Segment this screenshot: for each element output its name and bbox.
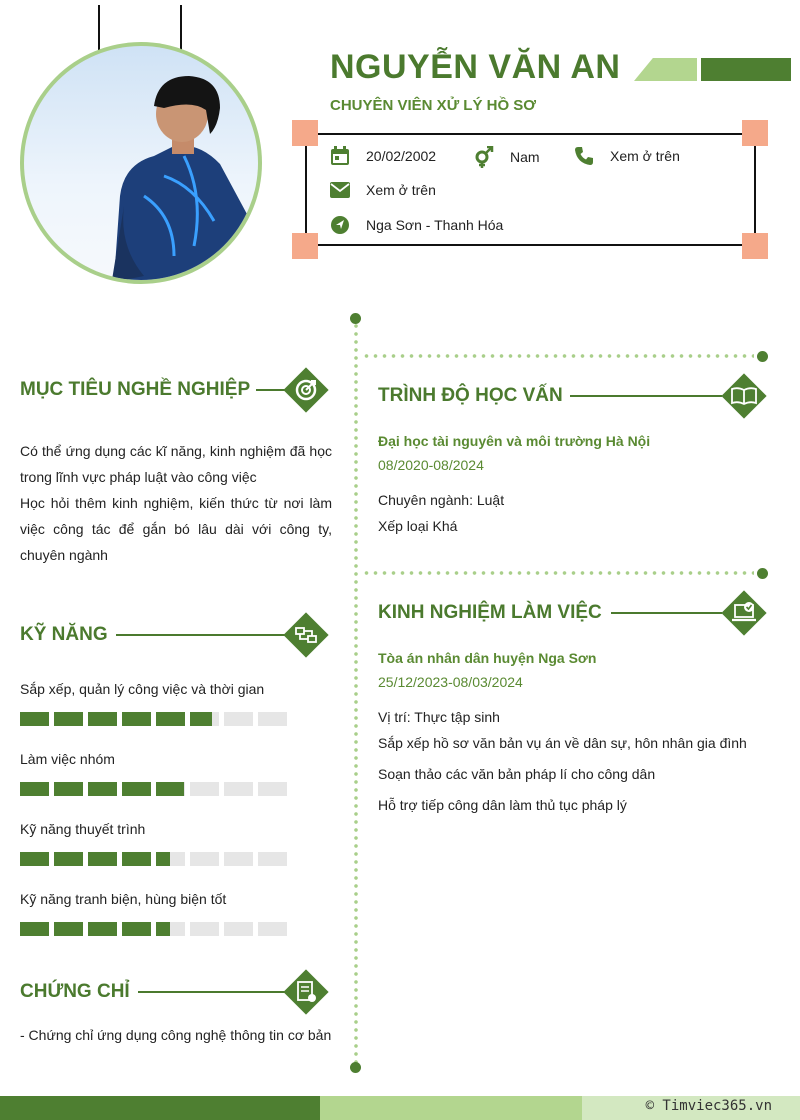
skill-segment (190, 782, 219, 796)
location-icon (330, 215, 350, 235)
phone-item (574, 146, 680, 166)
heading-rule (138, 991, 286, 993)
timeline-vertical (354, 322, 358, 1067)
email-value: Xem ở trên (366, 182, 436, 198)
experience-duty: Soạn thảo các văn bản pháp lí cho công dân (378, 766, 656, 782)
skill-segment (20, 852, 49, 866)
gender-value: Nam (510, 149, 540, 165)
skill-level-bar (20, 922, 287, 936)
objective-heading: MỤC TIÊU NGHỀ NGHIỆP (20, 379, 251, 400)
skill-segment (156, 712, 185, 726)
skill-segment (54, 852, 83, 866)
corner-decoration (742, 120, 768, 146)
experience-position: Vị trí: Thực tập sinh (378, 709, 500, 725)
skill-segment (54, 782, 83, 796)
skill-segment (224, 922, 253, 936)
corner-decoration (292, 120, 318, 146)
skill-segment (122, 712, 151, 726)
skill-segment (190, 852, 219, 866)
skill-segment (224, 782, 253, 796)
avatar (20, 42, 262, 284)
skill-segment (258, 852, 287, 866)
skill-segment (88, 852, 117, 866)
objective-text-1: Có thể ứng dụng các kĩ năng, kinh nghiệm đã học trong lĩnh vực pháp luật vào công việc (20, 443, 332, 485)
hanging-string-left (98, 5, 100, 50)
corner-decoration (742, 233, 768, 259)
address-value: Nga Sơn - Thanh Hóa (366, 217, 504, 233)
skill-segment (122, 852, 151, 866)
profile-photo (24, 46, 258, 280)
heading-rule (116, 634, 286, 636)
skill-level-bar (20, 782, 287, 796)
gender-item (474, 146, 540, 168)
certificate-item: - Chứng chỉ ứng dụng công nghệ thông tin cơ bản (20, 1027, 332, 1043)
skill-segment (88, 782, 117, 796)
skill-segment (54, 712, 83, 726)
header-accent-dark (701, 58, 791, 81)
timeline-horizontal (362, 354, 754, 358)
skill-segment (258, 782, 287, 796)
heading-rule (570, 395, 722, 397)
skill-segment (156, 922, 185, 936)
skill-label: Làm việc nhóm (20, 751, 115, 767)
skill-label: Kỹ năng tranh biện, hùng biện tốt (20, 891, 227, 907)
book-icon (720, 372, 768, 420)
objective-text-2: Học hỏi thêm kinh nghiệm, kiến thức từ nơi làm việc công tác để gắn bó lâu dài với công ty, chuyên ngành (20, 495, 332, 563)
email-icon (330, 182, 350, 198)
candidate-name: NGUYỄN VĂN AN (330, 48, 621, 86)
skill-segment (224, 712, 253, 726)
laptop-icon (720, 589, 768, 637)
skills-heading: KỸ NĂNG (20, 624, 108, 645)
skill-segment (156, 852, 185, 866)
skill-segment (258, 922, 287, 936)
address-item (330, 215, 503, 235)
email-item (330, 182, 436, 198)
skill-segment (122, 922, 151, 936)
experience-duty: Hỗ trợ tiếp công dân làm thủ tục pháp lý (378, 797, 627, 813)
job-title: CHUYÊN VIÊN XỬ LÝ HỒ SƠ (330, 97, 537, 114)
corner-decoration (292, 233, 318, 259)
company-name: Tòa án nhân dân huyện Nga Sơn (378, 650, 597, 666)
timeline-dot (757, 568, 768, 579)
skill-segment (258, 712, 287, 726)
timeline-dot (350, 1062, 361, 1073)
experience-duty: Sắp xếp hồ sơ văn bản vụ án về dân sự, hôn nhân gia đình (378, 735, 747, 751)
experience-period: 25/12/2023-08/03/2024 (378, 674, 523, 690)
education-grade: Xếp loại Khá (378, 518, 458, 534)
skill-segment (156, 782, 185, 796)
education-period: 08/2020-08/2024 (378, 457, 484, 473)
timeline-dot (757, 351, 768, 362)
skill-level-bar (20, 712, 287, 726)
calendar-icon (330, 146, 350, 166)
skill-label: Kỹ năng thuyết trình (20, 821, 146, 837)
skill-segment (88, 712, 117, 726)
skill-segment (54, 922, 83, 936)
certificate-icon (282, 968, 330, 1016)
skill-segment (190, 922, 219, 936)
certificates-heading: CHỨNG CHỈ (20, 981, 130, 1002)
footer-band-dark (0, 1096, 320, 1120)
education-major: Chuyên ngành: Luật (378, 492, 505, 508)
skill-level-bar (20, 852, 287, 866)
phone-value: Xem ở trên (610, 148, 680, 164)
target-icon (282, 366, 330, 414)
phone-icon (574, 146, 594, 166)
skills-icon (282, 611, 330, 659)
hanging-string-right (180, 5, 182, 50)
education-heading: TRÌNH ĐỘ HỌC VẤN (378, 385, 563, 406)
skill-segment (190, 712, 219, 726)
birthdate-value: 20/02/2002 (366, 148, 437, 164)
footer-brand[interactable]: © Timviec365.vn (645, 1098, 772, 1114)
skill-segment (20, 922, 49, 936)
footer-band-light (320, 1096, 582, 1120)
timeline-horizontal (362, 571, 754, 575)
skill-segment (20, 782, 49, 796)
experience-heading: KINH NGHIỆM LÀM VIỆC (378, 602, 602, 623)
skill-segment (20, 712, 49, 726)
skill-label: Sắp xếp, quản lý công việc và thời gian (20, 681, 265, 697)
skill-segment (224, 852, 253, 866)
heading-rule (611, 612, 722, 614)
skill-segment (122, 782, 151, 796)
birthdate-item (330, 146, 436, 166)
school-name: Đại học tài nguyên và môi trường Hà Nội (378, 433, 651, 449)
skill-segment (88, 922, 117, 936)
gender-icon (474, 146, 494, 168)
header-accent-light (634, 58, 697, 81)
